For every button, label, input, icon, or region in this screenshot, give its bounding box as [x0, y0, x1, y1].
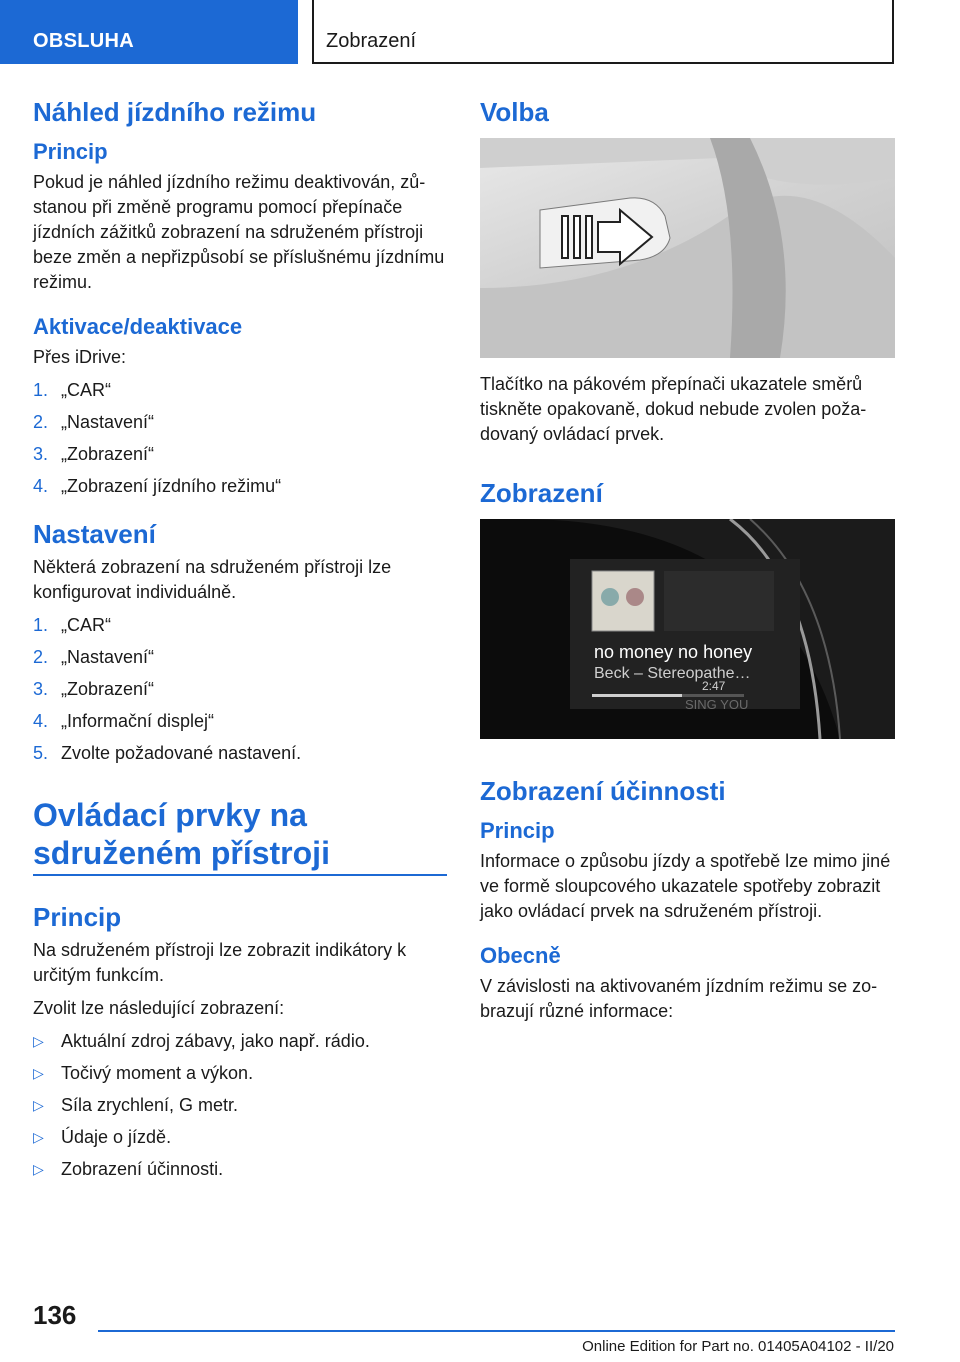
option-text: Zobrazení účinnosti.	[61, 1159, 224, 1179]
screen-artist: Beck – Stereopathe…	[594, 665, 751, 682]
preview-principle-text: Pokud je náhled jízdního režimu deaktivován, zůstanou při změně programu pomocí přepínače jízdních zážitků zobrazení na sdruženém přístroji beze změn a nepřizpůsobí se příslušnému jízdnímu režimu.	[33, 172, 445, 292]
step-number: 2.	[33, 647, 49, 667]
step-text: „Zobrazení“	[61, 444, 155, 464]
triangle-bullet-icon: ▷	[33, 1097, 44, 1113]
screen-album-text: SING YOU	[685, 697, 749, 712]
efficiency-heading: Zobrazení účinnosti	[480, 776, 726, 806]
controls-principle-heading: Princip	[33, 902, 122, 932]
step-number: 3.	[33, 679, 49, 699]
header-section-tab	[0, 0, 298, 64]
instrument-cluster-image	[480, 519, 895, 739]
right-column	[480, 96, 895, 1032]
screen-song-title: no money no honey	[594, 642, 753, 662]
header-section-label: OBSLUHA	[33, 30, 134, 52]
page-number: 136	[33, 1300, 77, 1330]
display-heading: Zobrazení	[480, 478, 603, 508]
settings-steps	[33, 613, 447, 766]
list-item	[33, 410, 447, 435]
option-text: Točivý moment a výkon.	[61, 1063, 254, 1083]
selection-caption: Tlačítko na pákovém přepínači ukazatele směrů tiskněte opakovaně, dokud nebude zvolen požadovaný ovládací prvek.	[480, 374, 867, 444]
list-item	[33, 1061, 447, 1086]
efficiency-principle-text: Informace o způsobu jízdy a spotřebě lze mimo jiné ve formě sloupcového ukazatele spotřeby zobrazit jako ovládací prvek na sdruženém přístroji.	[480, 851, 891, 921]
left-column	[33, 96, 447, 1202]
option-text: Síla zrychlení, G metr.	[61, 1095, 239, 1115]
step-number: 4.	[33, 711, 49, 731]
efficiency-principle-heading: Princip	[480, 818, 555, 843]
stalk-illustration	[480, 138, 895, 358]
step-number: 1.	[33, 380, 49, 400]
list-item	[33, 378, 447, 403]
step-number: 1.	[33, 615, 49, 635]
list-item	[33, 709, 447, 734]
list-item	[33, 677, 447, 702]
step-number: 4.	[33, 476, 49, 496]
settings-intro: Některá zobrazení na sdruženém přístroji lze konfigurovat individuálně.	[33, 557, 392, 602]
list-item	[33, 1125, 447, 1150]
activation-intro: Přes iDrive:	[33, 347, 127, 367]
option-text: Údaje o jízdě.	[61, 1127, 172, 1147]
step-text: Zvolte požadované nastavení.	[61, 743, 302, 763]
selection-heading: Volba	[480, 97, 549, 127]
list-item	[33, 1157, 447, 1182]
footer-divider	[98, 1330, 895, 1332]
step-number: 2.	[33, 412, 49, 432]
controls-chapter-title-line1: Ovládací prvky na	[33, 797, 307, 833]
controls-options-intro: Zvolit lze následující zobrazení:	[33, 998, 285, 1018]
preview-title: Náhled jízdního režimu	[33, 97, 317, 127]
controls-principle-text: Na sdruženém přístroji lze zobrazit indikátory k určitým funkcím.	[33, 940, 407, 985]
list-item	[33, 613, 447, 638]
list-item	[33, 645, 447, 670]
preview-principle-heading: Princip	[33, 139, 108, 164]
step-number: 3.	[33, 444, 49, 464]
triangle-bullet-icon: ▷	[33, 1129, 44, 1145]
triangle-bullet-icon: ▷	[33, 1161, 44, 1177]
step-text: „CAR“	[61, 380, 111, 400]
step-text: „Zobrazení“	[61, 679, 155, 699]
step-text: „Zobrazení jízdního režimu“	[61, 476, 282, 496]
efficiency-general-text: V závislosti na aktivovaném jízdním režimu se zobrazují různé informace:	[480, 976, 878, 1021]
controls-chapter-title-line2: sdruženém přístroji	[33, 835, 330, 871]
triangle-bullet-icon: ▷	[33, 1033, 44, 1049]
list-item	[33, 442, 447, 467]
cluster-illustration	[480, 519, 895, 739]
list-item	[33, 741, 447, 766]
controls-options-list	[33, 1029, 447, 1182]
turn-signal-stalk-image	[480, 138, 895, 358]
header-chapter-tab	[312, 0, 894, 64]
header-chapter-label: Zobrazení	[326, 30, 417, 52]
screen-time: 2:47	[702, 679, 726, 693]
step-text: „Nastavení“	[61, 647, 155, 667]
edition-note: Online Edition for Part no. 01405A04102 - II/20	[582, 1338, 894, 1355]
step-number: 5.	[33, 743, 49, 763]
list-item	[33, 1029, 447, 1054]
triangle-bullet-icon: ▷	[33, 1065, 44, 1081]
efficiency-general-heading: Obecně	[480, 943, 561, 968]
settings-heading: Nastavení	[33, 519, 156, 549]
activation-steps	[33, 378, 447, 499]
chapter-divider	[33, 874, 447, 876]
activation-heading: Aktivace/deaktivace	[33, 314, 243, 339]
step-text: „Nastavení“	[61, 412, 155, 432]
list-item	[33, 1093, 447, 1118]
option-text: Aktuální zdroj zábavy, jako např. rádio.	[61, 1031, 370, 1051]
step-text: „Informační displej“	[61, 711, 215, 731]
list-item	[33, 474, 447, 499]
step-text: „CAR“	[61, 615, 111, 635]
